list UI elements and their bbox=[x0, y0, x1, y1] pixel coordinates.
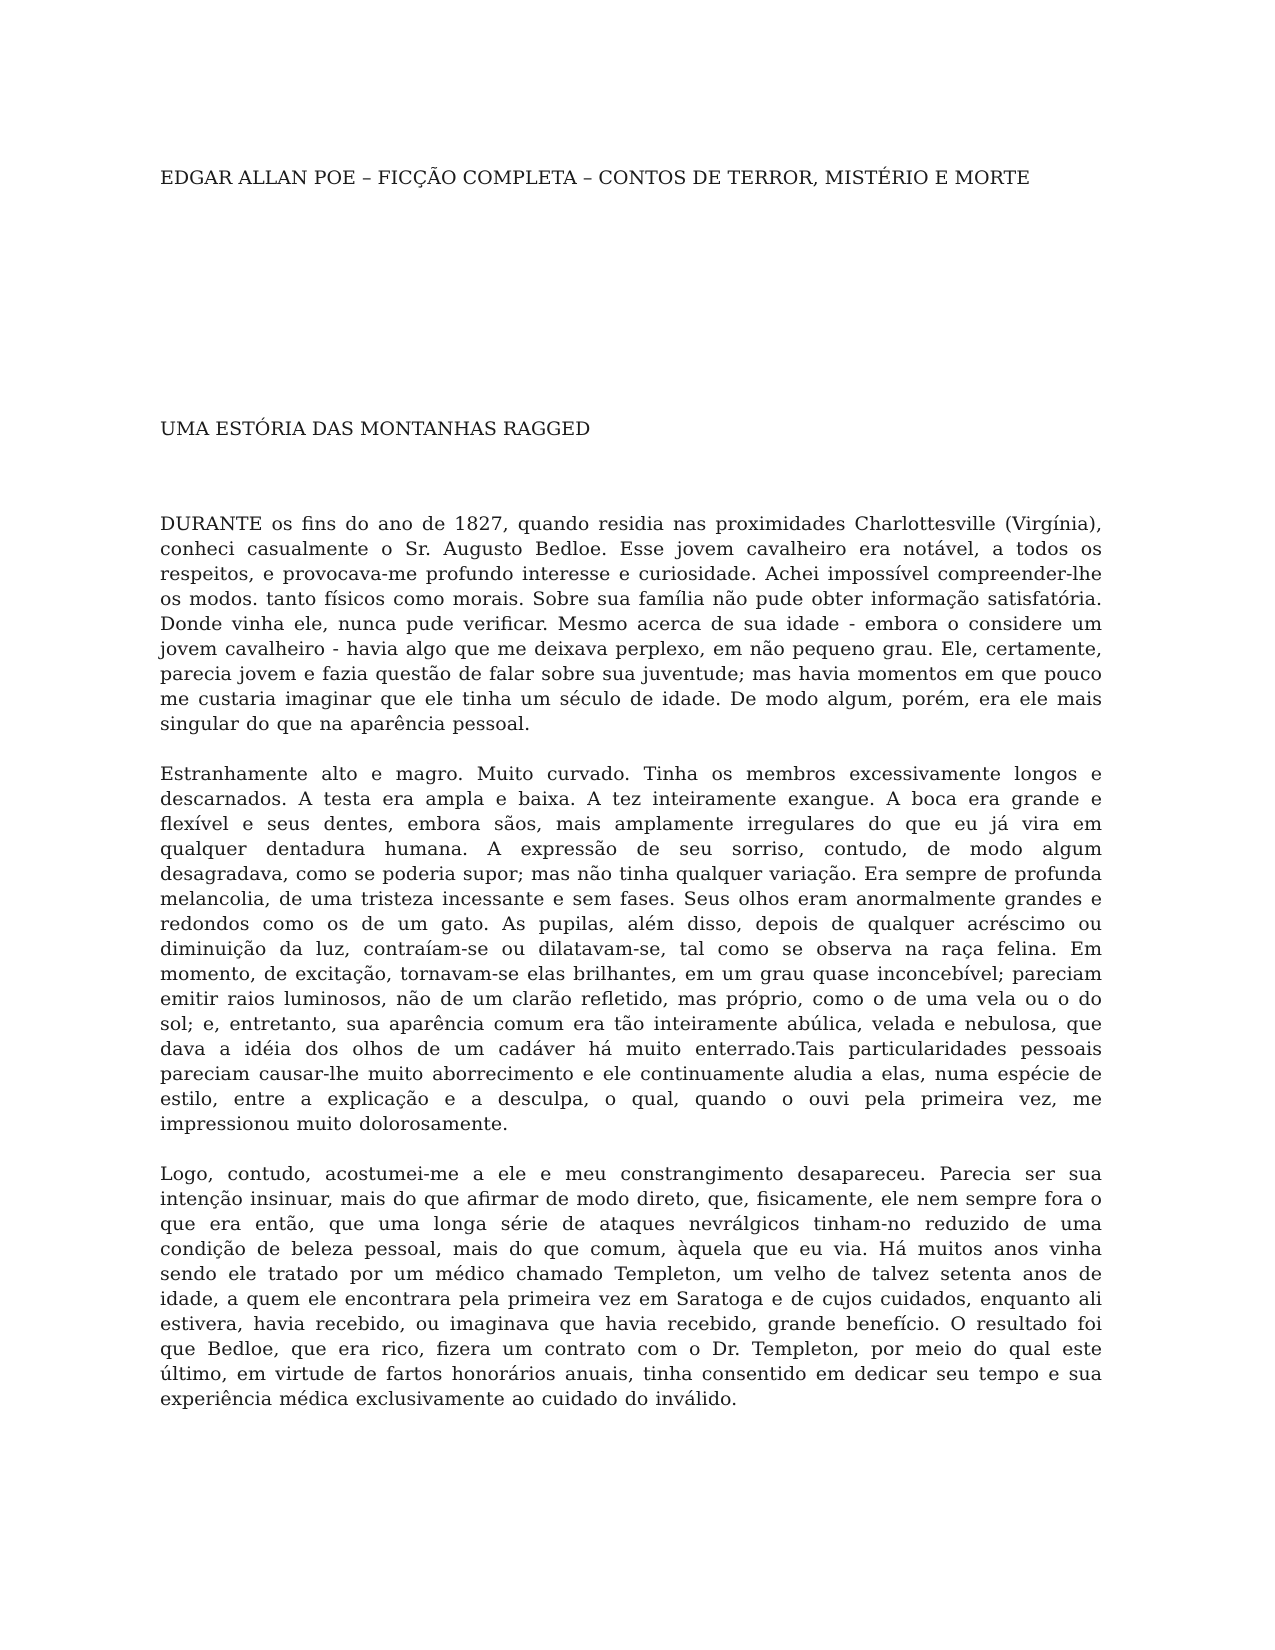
paragraph: DURANTE os fins do ano de 1827, quando residia nas proximidades Charlottesville (Virgínia), conheci casualmente o Sr. Augusto Bedloe. Esse jovem cavalheiro era notável, a todos os respeitos, e provocava-me profundo interesse e curiosidade. Achei impossível compreender-lhe os modos. tanto físicos como morais. Sobre sua família não pude obter informação satisfatória. Donde vinha ele, nunca pude verificar. Mesmo acerca de sua idade - embora o considere um jovem cavalheiro - havia algo que me deixava perplexo, em não pequeno grau. Ele, certamente, parecia jovem e fazia questão de falar sobre sua juventude; mas havia momentos em que pouco me custaria imaginar que ele tinha um século de idade. De modo algum, porém, era ele mais singular do que na aparência pessoal. bbox=[160, 513, 1102, 735]
story-body bbox=[160, 512, 1102, 1412]
paragraph: Logo, contudo, acostumei-me a ele e meu constrangimento desapareceu. Parecia ser sua intenção insinuar, mais do que afirmar de modo direto, que, fisicamente, ele nem sempre fora o que era então, que uma longa série de ataques nevrálgicos tinham-no reduzido de uma condição de beleza pessoal, mais do que comum, àquela que eu via. Há muitos anos vinha sendo ele tratado por um médico chamado Templeton, um velho de talvez setenta anos de idade, a quem ele encontrara pela primeira vez em Saratoga e de cujos cuidados, enquanto ali estivera, havia recebido, ou imaginava que havia recebido, grande benefício. O resultado foi que Bedloe, que era rico, fizera um contrato com o Dr. Templeton, por meio do qual este último, em virtude de fartos honorários anuais, tinha consentido em dedicar seu tempo e sua experiência médica exclusivamente ao cuidado do inválido. bbox=[160, 1163, 1102, 1410]
paragraph: Estranhamente alto e magro. Muito curvado. Tinha os membros excessivamente longos e descarnados. A testa era ampla e baixa. A tez inteiramente exangue. A boca era grande e flexível e seus dentes, embora sãos, mais amplamente irregulares do que eu já vira em qualquer dentadura humana. A expressão de seu sorriso, contudo, de modo algum desagradava, como se poderia supor; mas não tinha qualquer variação. Era sempre de profunda melancolia, de uma tristeza incessante e sem fases. Seus olhos eram anormalmente grandes e redondos como os de um gato. As pupilas, além disso, depois de qualquer acréscimo ou diminuição da luz, contraíam-se ou dilatavam-se, tal como se observa na raça felina. Em momento, de excitação, tornavam-se elas brilhantes, em um grau quase inconcebível; pareciam emitir raios luminosos, não de um clarão refletido, mas próprio, como o de uma vela ou o do sol; e, entretanto, sua aparência comum era tão inteiramente abúlica, velada e nebulosa, que dava a idéia dos olhos de um cadáver há muito enterrado.Tais particularidades pessoais pareciam causar-lhe muito aborrecimento e ele continuamente aludia a elas, numa espécie de estilo, entre a explicação e a desculpa, o qual, quando o ouvi pela primeira vez, me impressionou muito dolorosamente. bbox=[160, 763, 1102, 1135]
story-title: UMA ESTÓRIA DAS MONTANHAS RAGGED bbox=[160, 418, 591, 440]
document-header: EDGAR ALLAN POE – FICÇÃO COMPLETA – CONTOS DE TERROR, MISTÉRIO E MORTE bbox=[160, 167, 1031, 189]
